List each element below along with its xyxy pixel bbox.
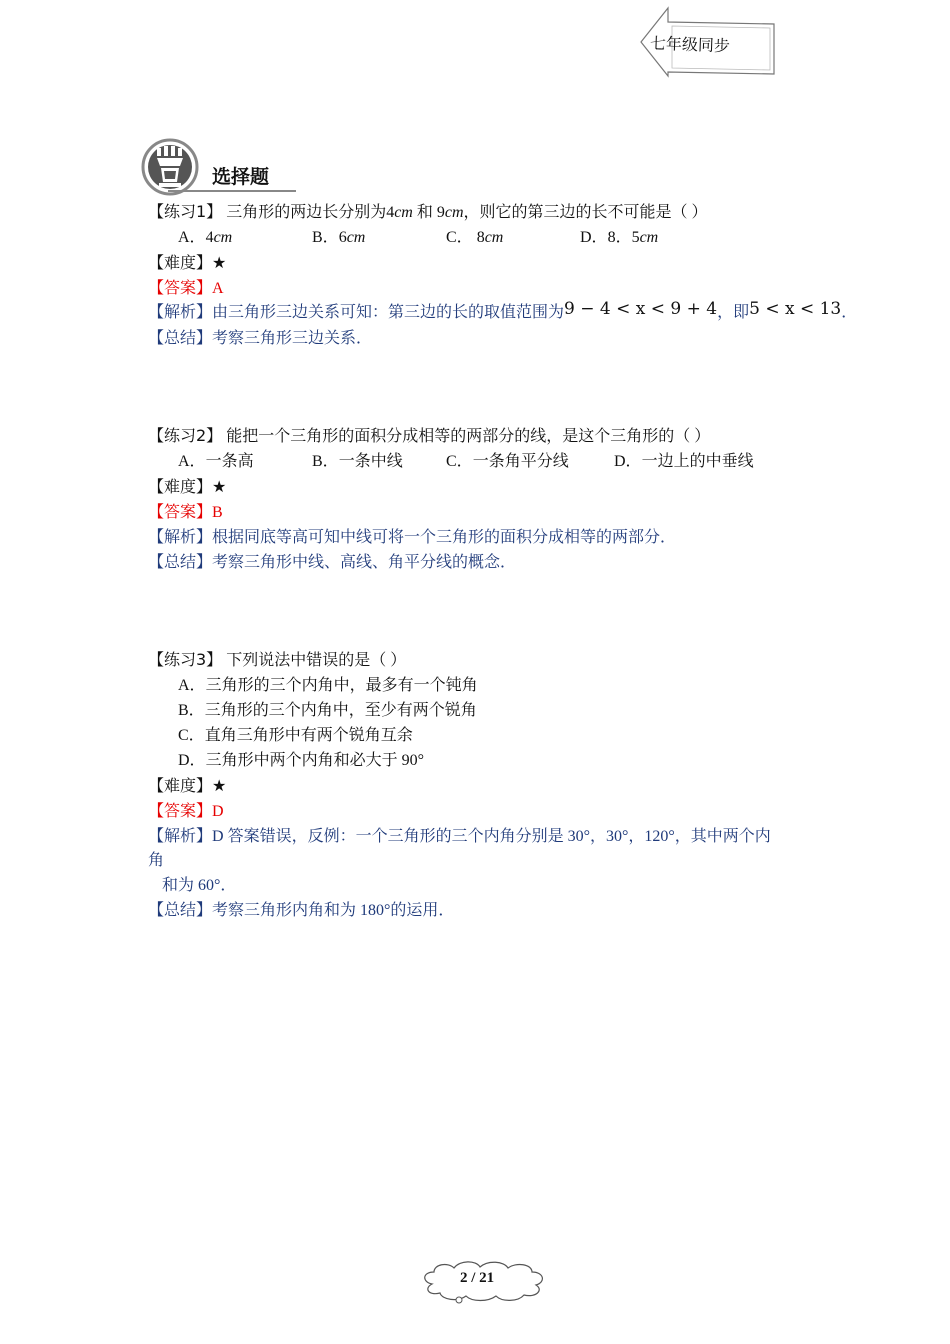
- question-2-stem: 【练习2】 能把一个三角形的面积分成相等的两部分的线，是这个三角形的（ ）: [148, 426, 711, 445]
- question-2-summary: 【总结】考察三角形中线、高线、角平分线的概念．: [148, 552, 517, 571]
- question-3-label: 【练习3】: [148, 650, 223, 669]
- question-1-option-c[interactable]: C． 8cm: [446, 229, 504, 246]
- star-icon: ★: [212, 778, 227, 795]
- question-1-stem: 【练习1】 三角形的两边长分别为4cm 和 9cm，则它的第三边的长不可能是（ ）: [148, 202, 708, 221]
- question-3-summary: 【总结】考察三角形内角和为 180°的运用．: [148, 900, 455, 919]
- question-3-stem: 【练习3】 下列说法中错误的是（ ）: [148, 650, 407, 669]
- question-2-analysis: 【解析】根据同底等高可知中线可将一个三角形的面积分成相等的两部分．: [148, 527, 677, 546]
- question-3-option-d[interactable]: D．三角形中两个内角和必大于 90°: [178, 752, 424, 769]
- question-1-difficulty: 【难度】★: [148, 253, 227, 272]
- chess-rook-icon: [140, 138, 202, 198]
- question-3-analysis: 【解析】D 答案错误，反例：一个三角形的三个内角分别是 30°，30°，120°，其中两个内: [148, 826, 771, 845]
- star-icon: ★: [212, 255, 227, 272]
- question-1-analysis: 【解析】由三角形三边关系可知：第三边的长的取值范围为9 − 4 < x < 9 + 4，即5 < x < 13．: [148, 299, 858, 321]
- question-1-answer: 【答案】A: [148, 278, 224, 297]
- question-1-summary: 【总结】考察三角形三边关系．: [148, 328, 373, 347]
- grade-badge-text: 七年级同步: [649, 33, 731, 56]
- question-3-analysis-cont: 和为 60°．: [162, 877, 237, 894]
- question-1-option-d[interactable]: D．8．5cm: [580, 229, 659, 246]
- question-2-difficulty: 【难度】★: [148, 477, 227, 496]
- grade-badge: [638, 6, 778, 78]
- question-2-option-a[interactable]: A．一条高: [178, 453, 254, 470]
- section-title: 选择题: [212, 166, 270, 188]
- page-number: 2 / 21: [460, 1270, 495, 1286]
- question-3-difficulty: 【难度】★: [148, 776, 227, 795]
- question-2-label: 【练习2】: [148, 426, 223, 445]
- question-2-option-c[interactable]: C．一条角平分线: [446, 453, 569, 470]
- star-icon: ★: [212, 479, 227, 496]
- question-3-option-b[interactable]: B．三角形的三个内角中，至少有两个锐角: [178, 702, 477, 719]
- question-1-label: 【练习1】: [148, 202, 223, 221]
- question-3-option-a[interactable]: A．三角形的三个内角中，最多有一个钝角: [178, 677, 478, 694]
- question-2-option-d[interactable]: D．一边上的中垂线: [614, 453, 754, 470]
- page-number-badge: [418, 1258, 550, 1306]
- question-1-option-a[interactable]: A．4cm: [178, 229, 233, 246]
- section-heading: [140, 138, 280, 198]
- question-3-answer: 【答案】D: [148, 801, 224, 820]
- question-2-answer: 【答案】B: [148, 502, 223, 521]
- question-3-option-c[interactable]: C．直角三角形中有两个锐角互余: [178, 727, 413, 744]
- question-3-analysis-wrap: 角: [148, 852, 165, 869]
- question-2-option-b[interactable]: B．一条中线: [312, 453, 403, 470]
- question-1-option-b[interactable]: B．6cm: [312, 229, 366, 246]
